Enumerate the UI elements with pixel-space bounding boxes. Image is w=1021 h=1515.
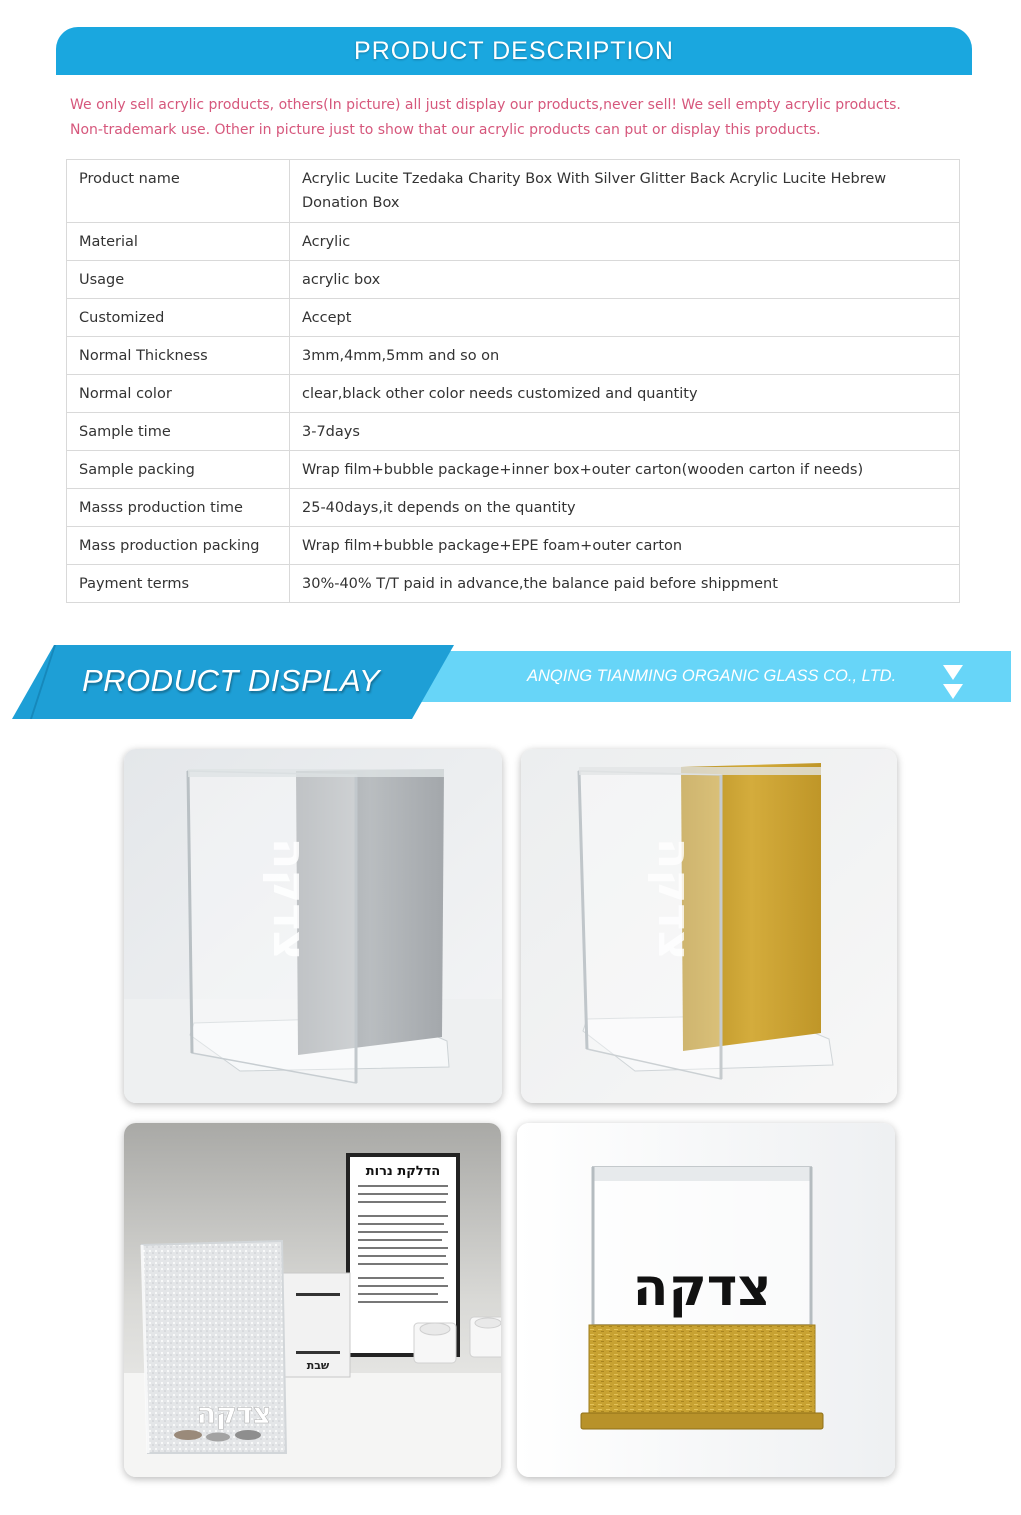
product-photo-glitter-set	[124, 1123, 501, 1477]
table-row	[67, 223, 960, 261]
product-display-banner	[0, 645, 1021, 720]
table-row	[67, 413, 960, 451]
spec-value: clear,black other color needs customized and quantity	[290, 375, 960, 413]
disclaimer-notice	[70, 93, 970, 143]
section-title: PRODUCT DESCRIPTION	[354, 36, 674, 65]
company-name: ANQING TIANMING ORGANIC GLASS CO., LTD.	[527, 667, 897, 685]
spec-key: Customized	[67, 299, 290, 337]
spec-value: 3-7days	[290, 413, 960, 451]
card-title: הדלקת נרות	[365, 1164, 441, 1179]
spec-value: acrylic box	[290, 261, 960, 299]
hebrew-word: צדקה	[632, 1258, 772, 1318]
hebrew-word: צדקה	[648, 837, 702, 961]
notice-line: We only sell acrylic products, others(In picture) all just display our products,never sell! We sell empty acrylic products.	[70, 97, 901, 113]
table-row	[67, 160, 960, 223]
table-row	[67, 565, 960, 603]
table-row	[67, 261, 960, 299]
table-row	[67, 375, 960, 413]
hebrew-word: צדקה	[196, 1397, 272, 1430]
spec-value: 3mm,4mm,5mm and so on	[290, 337, 960, 375]
notice-line: Non-trademark use. Other in picture just to show that our acrylic products can put or display this products.	[70, 122, 821, 138]
table-row	[67, 299, 960, 337]
spec-key: Normal Thickness	[67, 337, 290, 375]
spec-key: Masss production time	[67, 489, 290, 527]
double-chevron-down-icon	[942, 663, 964, 703]
spec-key: Payment terms	[67, 565, 290, 603]
spec-key: Normal color	[67, 375, 290, 413]
table-row	[67, 451, 960, 489]
product-photo-gold-base-box	[517, 1123, 895, 1477]
spec-table	[66, 159, 960, 603]
spec-key: Mass production packing	[67, 527, 290, 565]
spec-value: Acrylic	[290, 223, 960, 261]
spec-value: 25-40days,it depends on the quantity	[290, 489, 960, 527]
display-title: PRODUCT DISPLAY	[82, 663, 381, 698]
spec-value: Wrap film+bubble package+EPE foam+outer carton	[290, 527, 960, 565]
spec-key: Usage	[67, 261, 290, 299]
spec-key: Sample packing	[67, 451, 290, 489]
table-row	[67, 489, 960, 527]
spec-value: Acrylic Lucite Tzedaka Charity Box With Silver Glitter Back Acrylic Lucite Hebrew Donation Box	[290, 160, 960, 223]
spec-value: Wrap film+bubble package+inner box+outer carton(wooden carton if needs)	[290, 451, 960, 489]
table-row	[67, 527, 960, 565]
spec-key: Product name	[67, 160, 290, 223]
product-description-header	[56, 27, 972, 75]
hebrew-word: צדקה	[263, 837, 317, 961]
product-photo-gold-box	[521, 749, 897, 1103]
spec-key: Material	[67, 223, 290, 261]
table-row	[67, 337, 960, 375]
spec-value: 30%-40% T/T paid in advance,the balance paid before shippment	[290, 565, 960, 603]
product-photo-silver-box	[124, 749, 502, 1103]
spec-value: Accept	[290, 299, 960, 337]
card-label: שבת	[306, 1359, 330, 1372]
spec-key: Sample time	[67, 413, 290, 451]
